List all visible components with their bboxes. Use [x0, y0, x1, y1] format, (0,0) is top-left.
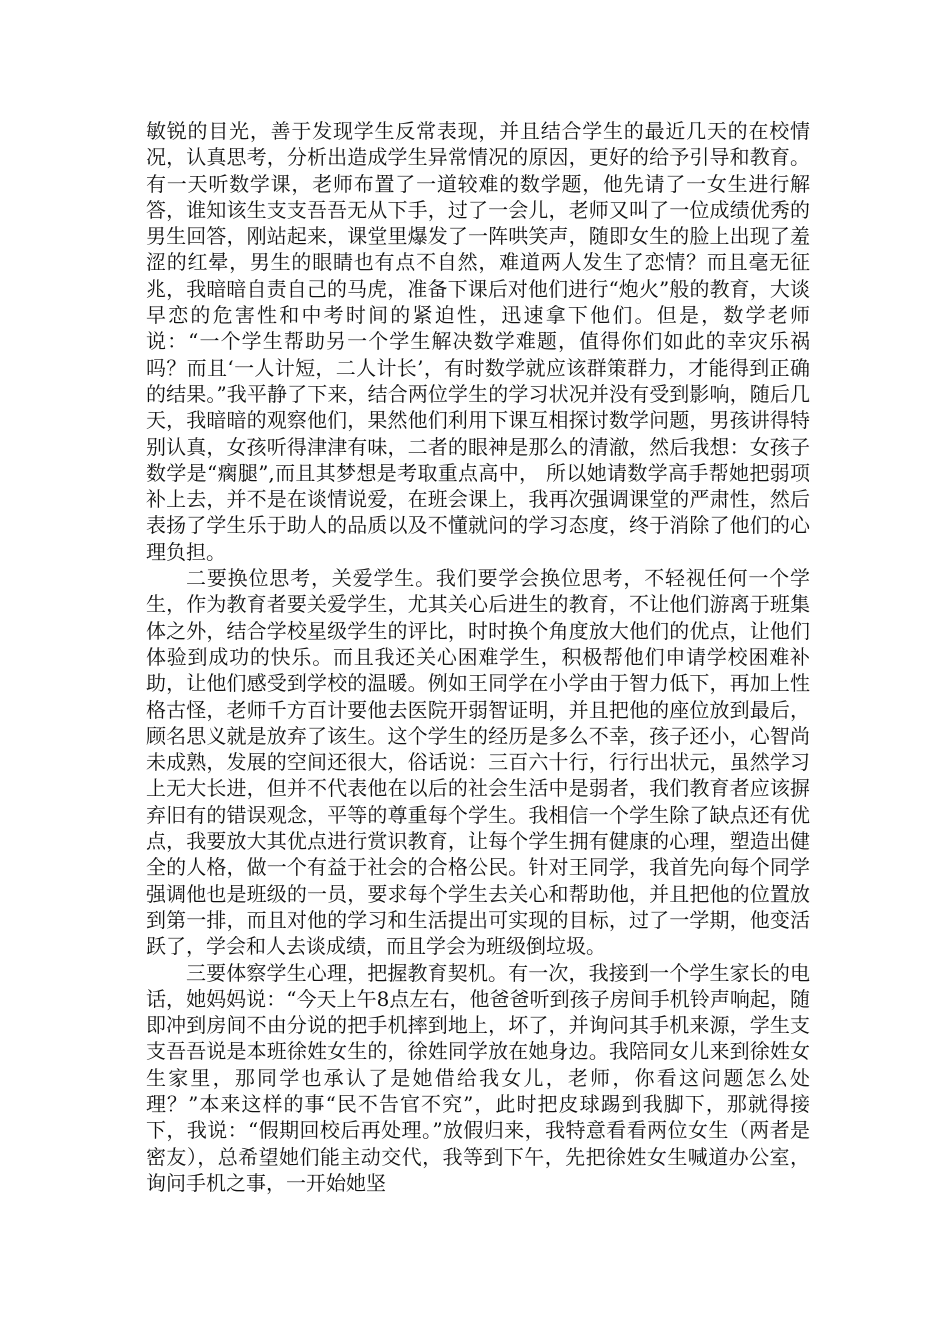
paragraph-psychology: 三要体察学生心理，把握教育契机。有一次，我接到一个学生家长的电话，她妈妈说：“今天上午8点左右，他爸爸听到孩子房间手机铃声响起，随即冲到房间不由分说的把手机摔到地上，坏了，并询问其手机来源，学生支支吾吾说是本班徐姓女生的，徐姓同学放在她身边。我陪同女儿来到徐姓女生家里，那同学也承认了是她借给我女儿，老师，你看这问题怎么处理？”本来这样的事“民不告官不究”，此时把皮球踢到我脚下，那就得接下，我说：“假期回校后再处理。”放假归来，我特意看看两位女生（两者是密友），总希望她们能主动交代，我等到下午，先把徐姓女生喊道办公室，询问手机之事，一开始她坚 — [146, 960, 810, 1195]
paragraph-empathy: 二要换位思考，关爱学生。我们要学会换位思考，不轻视任何一个学生，作为教育者要关爱学生，尤其关心后进生的教育，不让他们游离于班集体之外，结合学校星级学生的评比，时时换个角度放大他们的优点，让他们体验到成功的快乐。而且我还关心困难学生，积极帮他们申请学校困难补助，让他们感受到学校的温暖。例如王同学在小学由于智力低下，再加上性格古怪，老师千方百计要他去医院开弱智证明，并且把他的座位放到最后，顾名思义就是放弃了该生。这个学生的经历是多么不幸，孩子还小，心智尚未成熟，发展的空间还很大，俗话说：三百六十行，行行出状元，虽然学习上无大长进，但并不代表他在以后的社会生活中是弱者，我们教育者应该摒弃旧有的错误观念，平等的尊重每个学生。我相信一个学生除了缺点还有优点，我要放大其优点进行赏识教育，让每个学生拥有健康的心理，塑造出健全的人格，做一个有益于社会的合格公民。针对王同学，我首先向每个同学强调他也是班级的一员，要求每个学生去关心和帮助他，并且把他的位置放到第一排，而且对他的学习和生活提出可实现的目标，过了一学期，他变活跃了，学会和人去谈成绩，而且学会为班级倒垃圾。 — [146, 566, 810, 959]
document-body — [146, 118, 810, 1196]
paragraph-observation: 敏锐的目光，善于发现学生反常表现，并且结合学生的最近几天的在校情况，认真思考，分析出造成学生异常情况的原因，更好的给予引导和教育。有一天听数学课，老师布置了一道较难的数学题，他先请了一女生进行解答，谁知该生支支吾吾无从下手，过了一会儿，老师又叫了一位成绩优秀的男生回答，刚站起来，课堂里爆发了一阵哄笑声，随即女生的脸上出现了羞涩的红晕，男生的眼睛也有点不自然，难道两人发生了恋情？而且毫无征兆，我暗暗自责自己的马虎，准备下课后对他们进行“炮火”般的教育，大谈早恋的危害性和中考时间的紧迫性，迅速拿下他们。但是，数学老师说：“一个学生帮助另一个学生解决数学难题，值得你们如此的幸灾乐祸吗？而且‘一人计短，二人计长’，有时数学就应该群策群力，才能得到正确的结果。”我平静了下来，结合两位学生的学习状况并没有受到影响，随后几天，我暗暗的观察他们，果然他们利用下课互相探讨数学问题，男孩讲得特别认真，女孩听得津津有味，二者的眼神是那么的清澈，然后我想：女孩子数学是“瘸腿”,而且其梦想是考取重点高中， 所以她请数学高手帮她把弱项补上去，并不是在谈情说爱，在班会课上，我再次强调课堂的严肃性，然后表扬了学生乐于助人的品质以及不懂就问的学习态度，终于消除了他们的心理负担。 — [146, 119, 810, 564]
